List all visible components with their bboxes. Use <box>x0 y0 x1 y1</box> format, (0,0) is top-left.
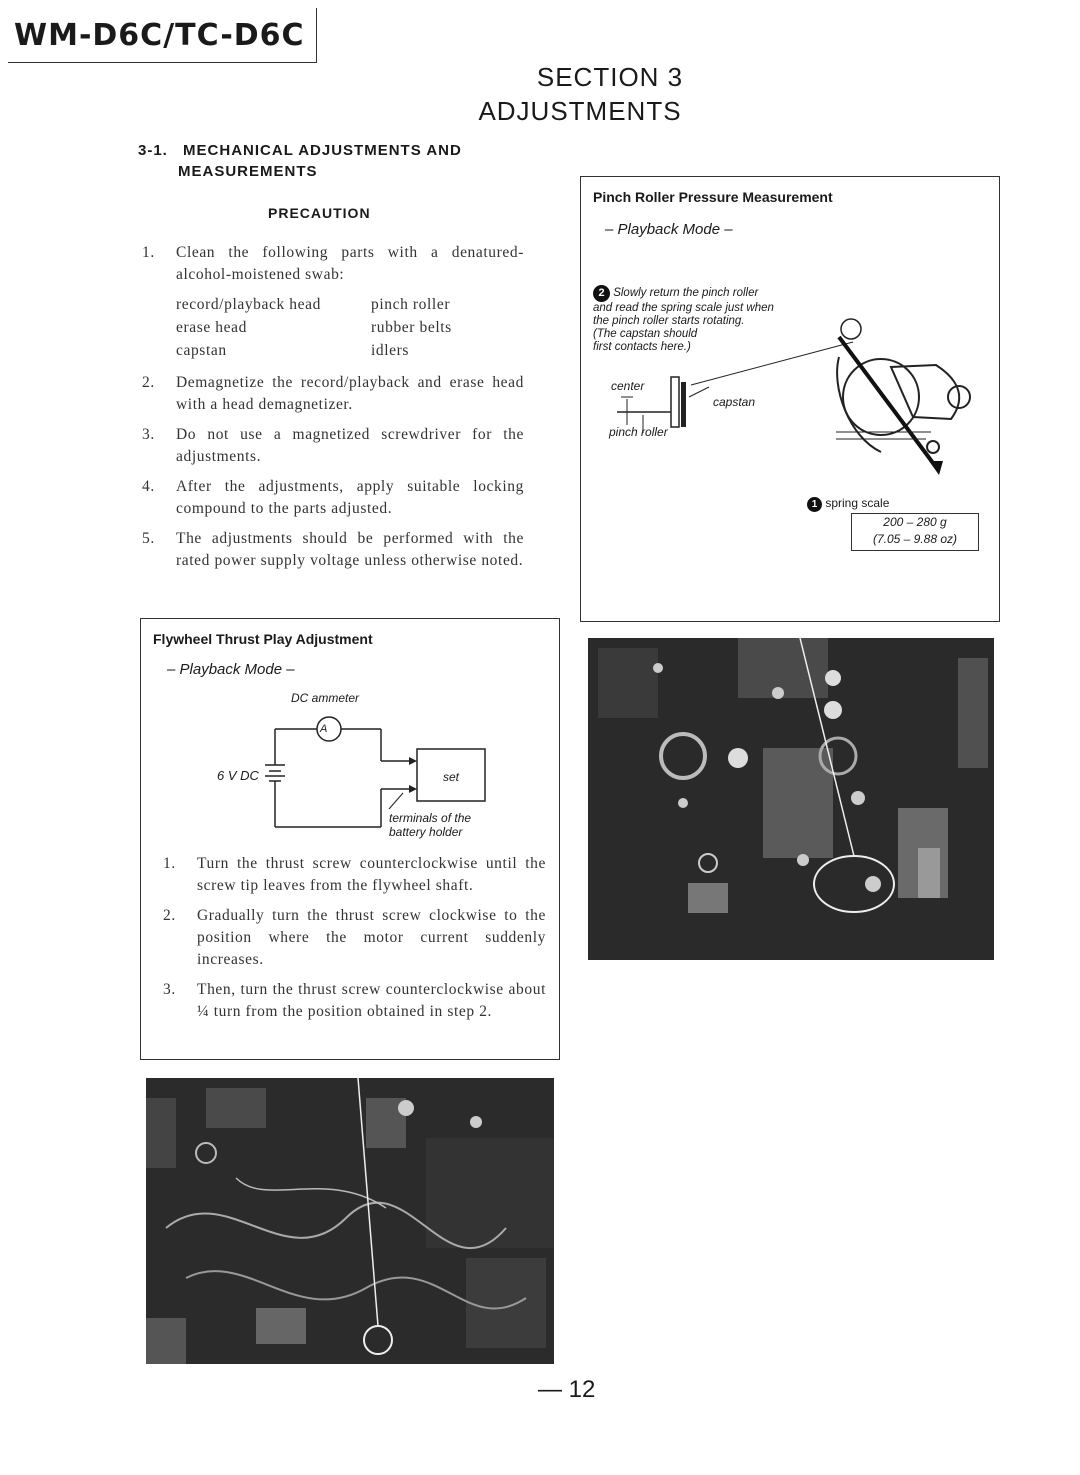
step1-marker: 1 <box>807 497 822 512</box>
part-item: erase head <box>176 319 247 336</box>
precaution-item: 5. The adjustments should be performed with the rated power supply voltage unless otherwise noted. <box>142 530 524 569</box>
precaution-item: 4. After the adjustments, apply suitable locking compound to the parts adjusted. <box>142 478 524 517</box>
flywheel-step: 3. Then, turn the thrust screw counterclockwise about ¼ turn from the position obtained in step 2. <box>163 981 546 1020</box>
precaution-list <box>142 242 524 580</box>
flywheel-steps <box>163 853 546 1031</box>
subsection-number: 3-1. <box>138 142 168 159</box>
label-capstan: capstan <box>713 395 756 409</box>
pinch-roller-step2: 2 Slowly return the pinch roller and read the spring scale just when the pinch roller starts rotating. (The capstan should first contacts here.) <box>593 287 774 353</box>
parts-grid <box>176 294 524 362</box>
precaution-heading: PRECAUTION <box>268 205 371 221</box>
ammeter-symbol: A <box>320 723 328 735</box>
dc-ammeter-label: DC ammeter <box>291 691 360 705</box>
label-center: center <box>611 379 645 393</box>
flywheel-circuit <box>141 709 559 839</box>
page-number: — 12 <box>538 1376 596 1403</box>
precaution-item: 3. Do not use a magnetized screwdriver for the adjustments. <box>142 426 524 465</box>
set-label: set <box>443 770 460 784</box>
flywheel-step: 1. Turn the thrust screw counterclockwise until the screw tip leaves from the flywheel shaft. <box>163 855 546 894</box>
section-label: SECTION 3 <box>536 62 684 92</box>
pinch-roller-mode: – Playback Mode – <box>605 221 733 238</box>
part-item: pinch roller <box>371 296 451 313</box>
subsection-title-line2: MEASUREMENTS <box>178 163 318 180</box>
flywheel-box <box>140 618 560 1060</box>
header-tick <box>316 8 317 63</box>
pcb-photo-art <box>146 1078 554 1364</box>
mechanism-photo <box>588 638 994 960</box>
part-item: record/playback head <box>176 296 321 313</box>
subsection-heading <box>138 140 462 182</box>
pinch-roller-title: Pinch Roller Pressure Measurement <box>593 189 833 205</box>
label-pinch-roller: pinch roller <box>609 425 668 439</box>
spring-scale-range: 200 – 280 g (7.05 – 9.88 oz) <box>851 513 979 551</box>
part-item: capstan <box>176 342 227 359</box>
voltage-label: 6 V DC <box>217 768 259 783</box>
flywheel-mode: – Playback Mode – <box>167 661 295 678</box>
model-title: WM-D6C/TC-D6C <box>14 18 305 53</box>
flywheel-step: 2. Gradually turn the thrust screw clockwise to the position where the motor current suddenly increases. <box>163 907 546 968</box>
terminals-label: terminals of the battery holder <box>389 811 472 839</box>
flywheel-title: Flywheel Thrust Play Adjustment <box>153 631 373 647</box>
precaution-item: 2. Demagnetize the record/playback and erase head with a head demagnetizer. <box>142 374 524 413</box>
mechanism-photo-art <box>588 638 994 960</box>
header-rule <box>8 62 316 63</box>
step2-marker: 2 <box>593 285 610 302</box>
pcb-photo <box>146 1078 554 1364</box>
pinch-roller-box <box>580 176 1000 622</box>
section-title: ADJUSTMENTS <box>478 96 682 126</box>
spring-scale-label-row: 1 spring scale <box>807 496 889 512</box>
part-item: rubber belts <box>371 319 452 336</box>
precaution-item: 1. Clean the following parts with a denatured-alcohol-moistened swab: record/playback head pinch roller erase head rubber belts capstan idlers <box>142 242 524 362</box>
subsection-title-line1: MECHANICAL ADJUSTMENTS AND <box>183 142 462 159</box>
part-item: idlers <box>371 342 410 359</box>
